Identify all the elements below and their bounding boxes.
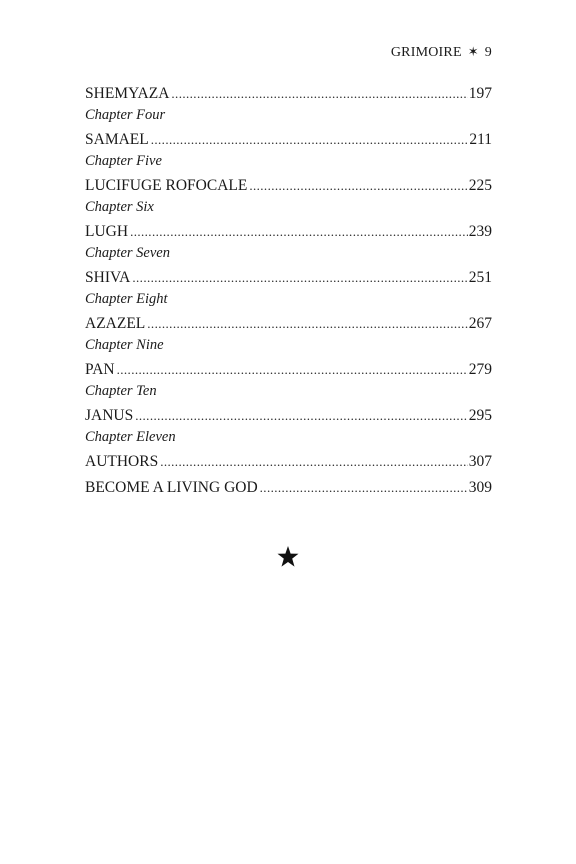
toc-entry-title: SHEMYAZA	[85, 85, 170, 102]
toc-entry-subtitle: Chapter Six	[85, 199, 154, 215]
toc-entry[interactable]	[85, 313, 492, 359]
toc-entry[interactable]	[85, 221, 492, 267]
dot-leader	[151, 129, 469, 150]
toc-entry-subtitle: Chapter Ten	[85, 383, 157, 399]
toc-entry[interactable]	[85, 83, 492, 129]
toc-entry-page: 251	[468, 269, 492, 286]
toc-entry[interactable]	[85, 477, 492, 498]
page-number: 9	[484, 45, 492, 60]
toc-entry[interactable]	[85, 129, 492, 175]
toc-entry-title: SAMAEL	[85, 131, 149, 148]
running-head	[391, 45, 492, 61]
toc-entry-title: LUCIFUGE ROFOCALE	[85, 177, 248, 194]
toc-entry-page: 197	[468, 85, 492, 102]
toc-entry[interactable]	[85, 405, 492, 451]
toc-entry-subtitle: Chapter Four	[85, 107, 166, 123]
toc-entry-title: SHIVA	[85, 269, 131, 286]
dot-leader	[147, 313, 467, 334]
toc-entry-page: 295	[468, 407, 492, 424]
table-of-contents	[85, 83, 492, 503]
dot-leader	[160, 451, 468, 472]
toc-entry-title: LUGH	[85, 223, 129, 240]
toc-entry-page: 239	[468, 223, 492, 240]
toc-entry[interactable]	[85, 175, 492, 221]
toc-entry-page: 267	[468, 315, 492, 332]
toc-entry-subtitle: Chapter Eight	[85, 291, 168, 307]
dot-leader	[135, 405, 468, 426]
six-point-star-icon: ✶	[467, 44, 479, 59]
toc-entry-subtitle: Chapter Eleven	[85, 429, 176, 445]
dot-leader	[117, 359, 468, 380]
toc-entry[interactable]	[85, 451, 492, 472]
toc-entry-page: 307	[468, 453, 492, 470]
toc-entry[interactable]	[85, 359, 492, 405]
toc-entry-page: 279	[468, 361, 492, 378]
dot-leader	[260, 477, 468, 498]
dot-leader	[249, 175, 467, 196]
toc-entry-subtitle: Chapter Seven	[85, 245, 170, 261]
toc-entry[interactable]	[85, 267, 492, 313]
dot-leader	[132, 267, 467, 288]
toc-entry-page: 309	[468, 479, 492, 496]
toc-entry-subtitle: Chapter Five	[85, 153, 162, 169]
book-title: GRIMOIRE	[390, 45, 462, 60]
star-ornament-icon	[276, 545, 300, 569]
toc-entry-subtitle: Chapter Nine	[85, 337, 164, 353]
toc-entry-title: AZAZEL	[85, 315, 146, 332]
toc-entry-title: JANUS	[85, 407, 134, 424]
dot-leader	[130, 221, 468, 242]
toc-entry-page: 225	[468, 177, 492, 194]
toc-entry-title: PAN	[85, 361, 115, 378]
dot-leader	[171, 83, 467, 104]
toc-entry-title: BECOME A LIVING GOD	[85, 479, 258, 496]
toc-entry-title: AUTHORS	[85, 453, 159, 470]
toc-entry-page: 211	[469, 131, 492, 148]
